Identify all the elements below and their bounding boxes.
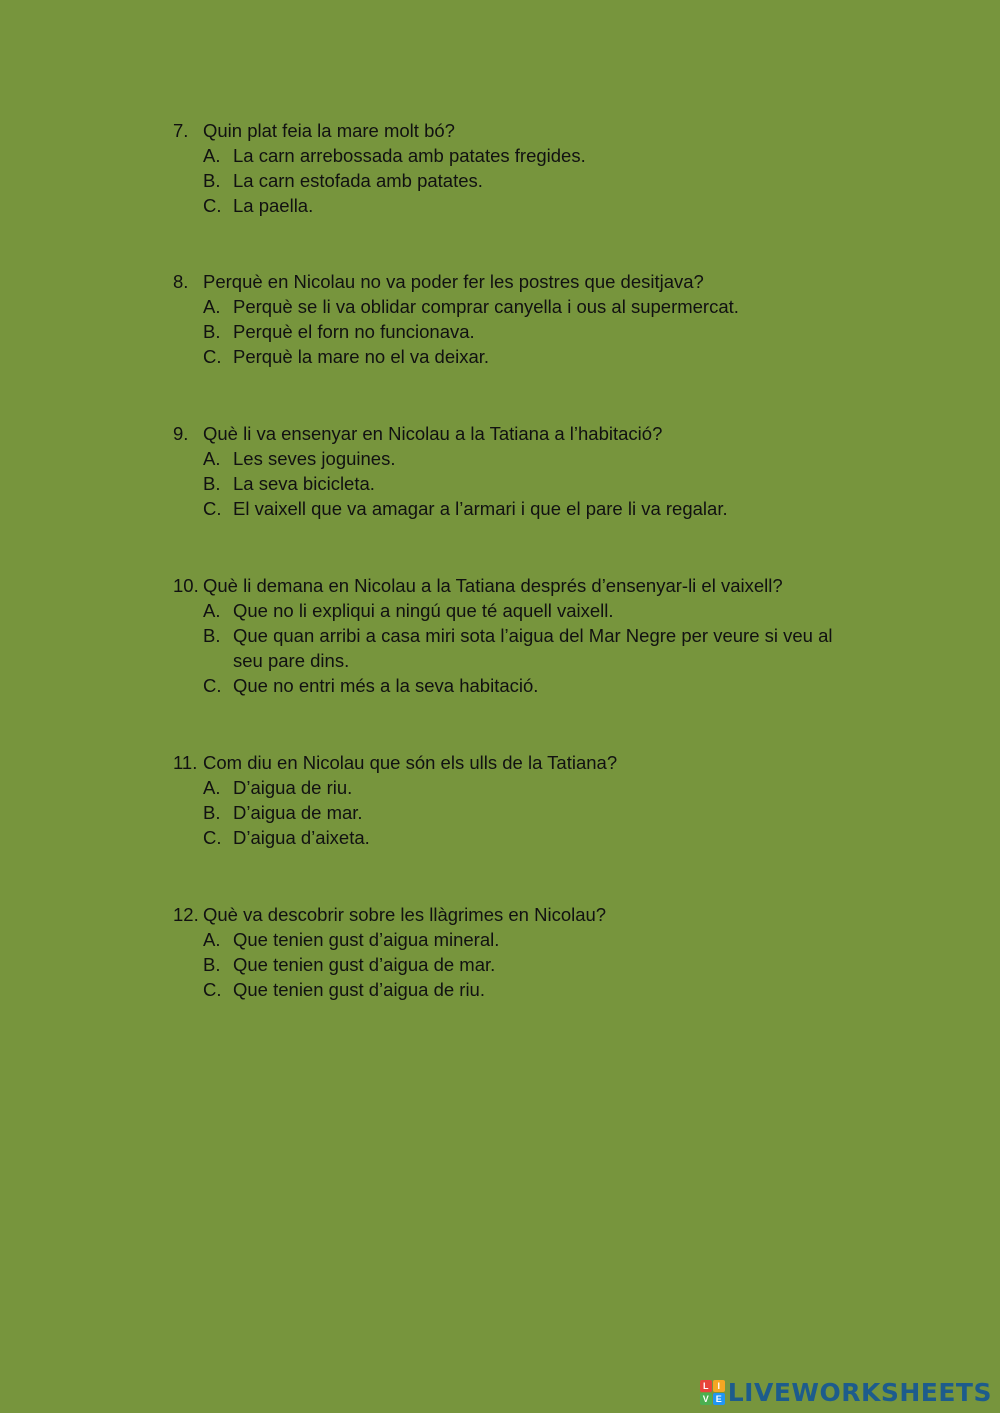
option-text: El vaixell que va amagar a l’armari i que el pare li va regalar. (233, 498, 728, 519)
option-b[interactable] (203, 800, 853, 825)
option-a[interactable] (203, 598, 853, 623)
option-text: La carn estofada amb patates. (233, 170, 483, 191)
option-c[interactable] (203, 977, 853, 1002)
option-a[interactable] (203, 927, 853, 952)
option-c[interactable] (203, 193, 853, 218)
question-12 (173, 902, 853, 1002)
question-7 (173, 118, 853, 218)
option-letter: C. (203, 979, 222, 1000)
option-text: D’aigua de mar. (233, 802, 363, 823)
option-letter: A. (203, 448, 221, 469)
option-letter: B. (203, 625, 221, 646)
option-text: D’aigua d’aixeta. (233, 827, 370, 848)
option-b[interactable] (203, 471, 853, 496)
question-text: Què li va ensenyar en Nicolau a la Tatiana a l’habitació? (203, 423, 663, 444)
option-text: La seva bicicleta. (233, 473, 375, 494)
question-text: Què va descobrir sobre les llàgrimes en Nicolau? (203, 904, 607, 925)
liveworksheets-logo-icon (700, 1380, 725, 1405)
option-b[interactable] (203, 319, 853, 344)
option-letter: A. (203, 929, 221, 950)
option-letter: C. (203, 827, 222, 848)
question-10 (173, 573, 853, 698)
option-b[interactable] (203, 168, 853, 193)
option-letter: B. (203, 170, 221, 191)
option-letter: C. (203, 498, 222, 519)
option-text: Que no entri més a la seva habitació. (233, 675, 539, 696)
option-letter: C. (203, 195, 222, 216)
logo-badge-letter: E (713, 1393, 725, 1405)
question-number: 10. (173, 575, 199, 596)
question-number: 11. (173, 752, 198, 773)
question-text: Com diu en Nicolau que són els ulls de la Tatiana? (203, 752, 618, 773)
logo-badge-letter: I (713, 1380, 725, 1392)
option-a[interactable] (203, 446, 853, 471)
option-c[interactable] (203, 496, 853, 521)
option-text: Perquè la mare no el va deixar. (233, 346, 490, 367)
option-letter: C. (203, 675, 222, 696)
logo-badge-letter: V (700, 1393, 712, 1405)
option-letter: A. (203, 296, 221, 317)
option-a[interactable] (203, 294, 853, 319)
option-text: Que tenien gust d’aigua mineral. (233, 929, 500, 950)
option-c[interactable] (203, 344, 853, 369)
question-9 (173, 421, 853, 521)
liveworksheets-logo (700, 1378, 992, 1407)
option-text: Que no li expliqui a ningú que té aquell vaixell. (233, 600, 614, 621)
option-letter: B. (203, 473, 221, 494)
option-a[interactable] (203, 775, 853, 800)
question-text: Perquè en Nicolau no va poder fer les postres que desitjava? (203, 271, 704, 292)
option-text: Les seves joguines. (233, 448, 396, 469)
option-b[interactable] (203, 952, 853, 977)
option-letter: A. (203, 600, 221, 621)
option-text: La paella. (233, 195, 314, 216)
option-letter: B. (203, 321, 221, 342)
option-letter: A. (203, 777, 221, 798)
option-letter: C. (203, 346, 222, 367)
option-text: Que quan arribi a casa miri sota l’aigua del Mar Negre per veure si veu al seu pare dins. (233, 625, 833, 671)
logo-badge-letter: L (700, 1380, 712, 1392)
question-text: Quin plat feia la mare molt bó? (203, 120, 455, 141)
option-text: Que tenien gust d’aigua de riu. (233, 979, 485, 1000)
option-text: Que tenien gust d’aigua de mar. (233, 954, 496, 975)
question-number: 8. (173, 271, 189, 292)
option-letter: B. (203, 802, 221, 823)
option-b[interactable] (203, 623, 853, 673)
option-letter: A. (203, 145, 221, 166)
question-number: 7. (173, 120, 189, 141)
option-text: D’aigua de riu. (233, 777, 353, 798)
option-letter: B. (203, 954, 221, 975)
option-text: Perquè el forn no funcionava. (233, 321, 475, 342)
question-number: 12. (173, 904, 199, 925)
option-a[interactable] (203, 143, 853, 168)
logo-text: LIVEWORKSHEETS (727, 1378, 992, 1407)
option-c[interactable] (203, 825, 853, 850)
option-c[interactable] (203, 673, 853, 698)
question-number: 9. (173, 423, 189, 444)
question-8 (173, 269, 853, 369)
option-text: La carn arrebossada amb patates fregides. (233, 145, 586, 166)
question-11 (173, 750, 853, 850)
option-text: Perquè se li va oblidar comprar canyella i ous al supermercat. (233, 296, 739, 317)
question-text: Què li demana en Nicolau a la Tatiana després d’ensenyar-li el vaixell? (203, 575, 783, 596)
